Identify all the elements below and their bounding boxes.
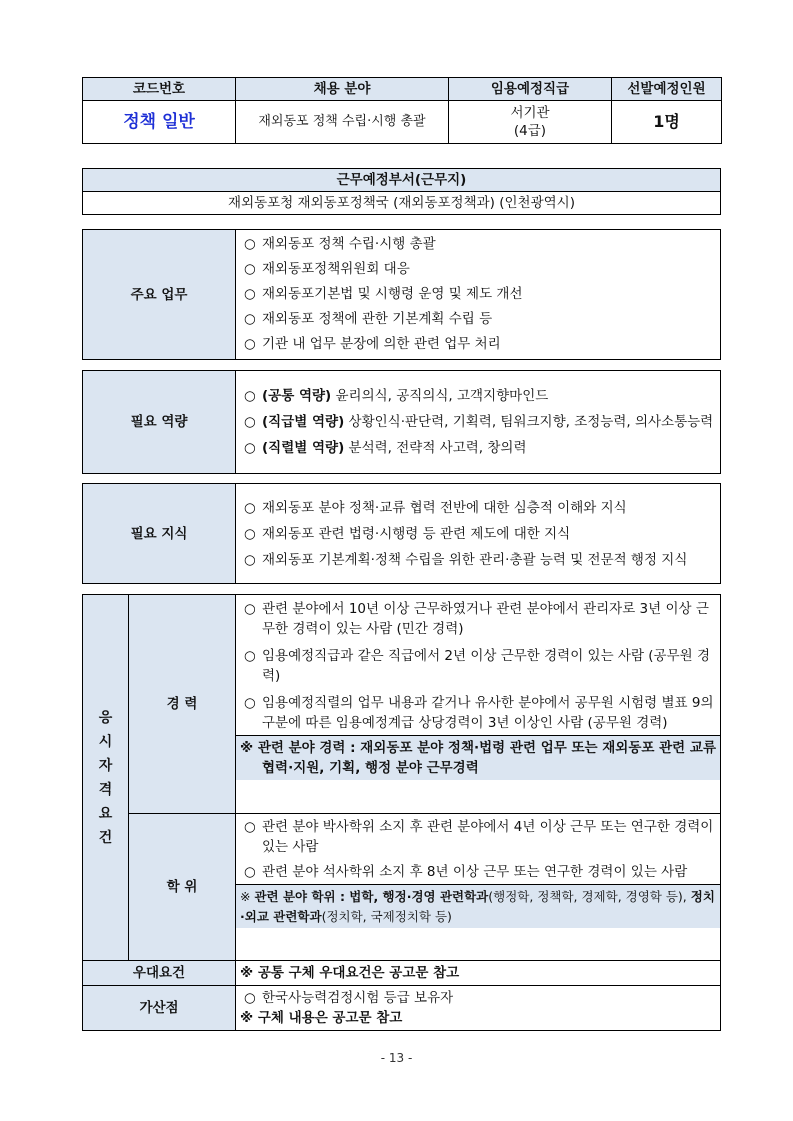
- list-item: ○ 재외동포정책위원회 대응: [244, 261, 410, 277]
- grade-line1: 서기관: [510, 105, 550, 121]
- list-item: ○ 재외동포 기본계획·정책 수립을 위한 관리·총괄 능력 및 전문적 행정 지식: [244, 551, 688, 568]
- competency-list: [240, 386, 716, 458]
- list-item: ○ 관련 분야 박사학위 소지 후 관련 분야에서 4년 이상 근무 또는 연구한 경력이 있는 사람: [244, 819, 714, 855]
- bonus-label: 가산점: [83, 986, 236, 1031]
- experience-list: [240, 599, 716, 733]
- header-field: 채용 분야: [236, 78, 449, 101]
- duties-label: 주요 업무: [83, 230, 236, 360]
- preference-label: 우대요건: [83, 961, 236, 986]
- degree-label: 학 위: [129, 814, 236, 961]
- list-item: ○ 관련 분야에서 10년 이상 근무하였거나 관련 분야에서 관리자로 3년 이상 근무한 경력이 있는 사람 (민간 경력): [244, 601, 709, 637]
- list-item: ○ (공통 역량) 윤리의식, 공직의식, 고객지향마인드: [244, 388, 549, 404]
- list-item: ○ 재외동포 분야 정책·교류 협력 전반에 대한 심층적 이해와 지식: [244, 499, 627, 516]
- knowledge-list-cell: [236, 484, 721, 584]
- page-number: - 13 -: [380, 1051, 413, 1065]
- degree-cell: [236, 814, 721, 961]
- bonus-list: [240, 988, 716, 1008]
- list-item: ○ 임용예정직급과 같은 직급에서 2년 이상 근무한 경력이 있는 사람 (공무원 경력): [244, 648, 710, 684]
- dept-header: 근무예정부서(근무지): [83, 169, 721, 192]
- header-grade: 임용예정직급: [449, 78, 612, 101]
- bonus-cell: [236, 986, 721, 1031]
- duties-table: [82, 229, 721, 360]
- list-item: ○ (직급별 역량) 상황인식·판단력, 기획력, 팀워크지향, 조정능력, 의사소통능력: [244, 414, 714, 430]
- list-item: ○ 재외동포기본법 및 시행령 운영 및 제도 개선: [244, 286, 523, 302]
- degree-note: ※ 관련 분야 학위 : 법학, 행정·경영 관련학과(행정학, 정책학, 경제학, 경영학 등), 정치·외교 관련학과(정치학, 국제정치학 등): [236, 884, 720, 928]
- competency-table: [82, 370, 721, 474]
- count-value: 1명: [612, 101, 722, 144]
- competency-label: 필요 역량: [83, 371, 236, 474]
- dept-value: 재외동포청 재외동포정책국 (재외동포정책과) (인천광역시): [83, 192, 721, 215]
- list-item: ○ (직렬별 역량) 분석력, 전략적 사고력, 창의력: [244, 440, 527, 456]
- duties-list: [240, 232, 716, 357]
- qualification-label: [83, 595, 129, 961]
- qualification-label-text: 응 시 자 격 요 건: [98, 709, 113, 846]
- code-value: [83, 101, 236, 144]
- list-item: ○ 임용예정직렬의 업무 내용과 같거나 유사한 분야에서 공무원 시험령 별표 9의 구분에 따른 임용예정계급 상당경력이 3년 이상인 사람 (공무원 경력): [244, 695, 714, 731]
- position-summary-table: [82, 77, 722, 144]
- qualification-table: [82, 594, 721, 1031]
- bonus-note: ※ 구체 내용은 공고문 참고: [240, 1010, 403, 1026]
- header-code: 코드번호: [83, 78, 236, 101]
- knowledge-table: [82, 483, 721, 584]
- knowledge-list: [240, 498, 716, 570]
- grade-value: [449, 101, 612, 144]
- header-count: 선발예정인원: [612, 78, 722, 101]
- experience-cell: [236, 595, 721, 814]
- list-item: ○ 한국사능력검정시험 등급 보유자: [244, 990, 454, 1006]
- competency-list-cell: [236, 371, 721, 474]
- grade-line2: (4급): [513, 123, 547, 139]
- field-value: 재외동포 정책 수립·시행 총괄: [236, 101, 449, 144]
- duties-list-cell: [236, 230, 721, 360]
- list-item: ○ 재외동포 정책 수립·시행 총괄: [244, 236, 436, 252]
- knowledge-label: 필요 지식: [83, 484, 236, 584]
- experience-label: 경 력: [129, 595, 236, 814]
- preference-value: ※ 공통 구체 우대요건은 공고문 참고: [236, 961, 721, 986]
- department-table: [82, 168, 721, 215]
- degree-list: [240, 817, 716, 882]
- list-item: ○ 기관 내 업무 분장에 의한 관련 업무 처리: [244, 336, 501, 352]
- code-text: 정책 일반: [123, 111, 195, 132]
- list-item: ○ 재외동포 관련 법령·시행령 등 관련 제도에 대한 지식: [244, 525, 571, 542]
- list-item: ○ 관련 분야 석사학위 소지 후 8년 이상 근무 또는 연구한 경력이 있는 사람: [244, 864, 688, 880]
- experience-note: ※ 관련 분야 경력 : 재외동포 분야 정책·법령 관련 업무 또는 재외동포 관련 교류 협력·지원, 기획, 행정 분야 근무경력: [236, 735, 720, 780]
- list-item: ○ 재외동포 정책에 관한 기본계획 수립 등: [244, 311, 493, 327]
